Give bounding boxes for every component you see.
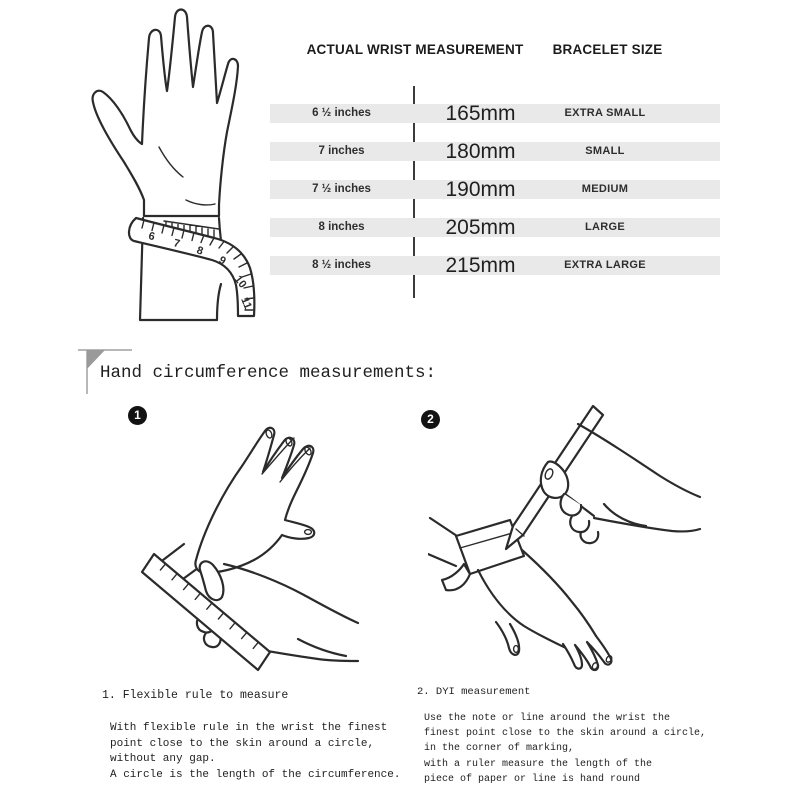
cell-size: MEDIUM <box>581 183 629 195</box>
cell-mm: 165mm <box>445 102 516 125</box>
table-row <box>270 180 720 199</box>
step-1-paragraph <box>110 721 400 783</box>
tape-number: 8 <box>195 244 205 258</box>
cell-inches: 8 inches <box>318 221 365 233</box>
step-2-caption: 2. DYI measurement <box>417 686 531 698</box>
strip-loose-end <box>442 564 470 590</box>
paragraph-line: With flexible rule in the wrist the finest <box>110 722 388 734</box>
arm-lines <box>428 518 460 566</box>
paragraph-line: without any gap. <box>110 753 216 766</box>
paragraph-line: with a ruler measure the length of the <box>424 758 653 770</box>
lower-hand-fingers <box>563 636 611 670</box>
cell-size: SMALL <box>585 145 625 157</box>
tape-number: 7 <box>172 237 182 251</box>
cell-inches: 8 ½ inches <box>312 259 371 271</box>
paragraph-line: Use the note or line around the wrist the <box>424 713 671 724</box>
paragraph-line: in the corner of marking, <box>424 743 575 755</box>
table-row <box>270 218 720 237</box>
paragraph-line: point close to the skin around a circle, <box>110 737 375 750</box>
tape-number: 9 <box>216 254 228 268</box>
cell-inches: 7 inches <box>318 145 365 157</box>
step-2-badge: 2 <box>421 410 440 429</box>
open-hand-outline <box>93 10 238 217</box>
cell-mm: 215mm <box>445 254 516 277</box>
pen-curled-fingers <box>561 494 599 543</box>
diy-marking-illustration <box>428 398 702 682</box>
cell-mm: 205mm <box>445 216 516 239</box>
table-row <box>270 104 720 123</box>
paragraph-line: finest point close to the skin around a circle, <box>424 728 707 740</box>
wrist-tape-illustration <box>66 2 270 334</box>
cell-inches: 6 ½ inches <box>312 107 371 119</box>
table-header-size: BRACELET SIZE <box>552 42 663 57</box>
step-2-paragraph <box>424 711 706 787</box>
section-title: Hand circumference measurements: <box>100 363 437 383</box>
step-1-caption: 1. Flexible rule to measure <box>102 689 289 702</box>
step-1-badge: 1 <box>128 406 147 425</box>
table-header-measurement: ACTUAL WRIST MEASUREMENT <box>306 42 524 57</box>
table-row <box>270 142 720 161</box>
cell-size: EXTRA SMALL <box>564 107 646 119</box>
table-row <box>270 256 720 275</box>
paragraph-line: A circle is the length of the circumference. <box>110 768 401 781</box>
cell-mm: 180mm <box>445 140 516 163</box>
measuring-tape-band <box>129 218 254 316</box>
paragraph-line: piece of paper or line is hand round <box>424 773 641 785</box>
cell-mm: 190mm <box>445 178 516 201</box>
size-table <box>270 40 720 300</box>
tape-number: 10 <box>231 273 249 291</box>
cell-size: EXTRA LARGE <box>564 259 646 271</box>
tape-number: 11 <box>238 295 254 311</box>
flexible-rule-illustration <box>138 412 360 678</box>
cell-size: LARGE <box>585 221 625 233</box>
lower-hand-thumb <box>496 622 519 655</box>
cell-inches: 7 ½ inches <box>312 183 371 195</box>
measured-hand <box>195 428 314 573</box>
tape-number: 6 <box>147 230 156 244</box>
